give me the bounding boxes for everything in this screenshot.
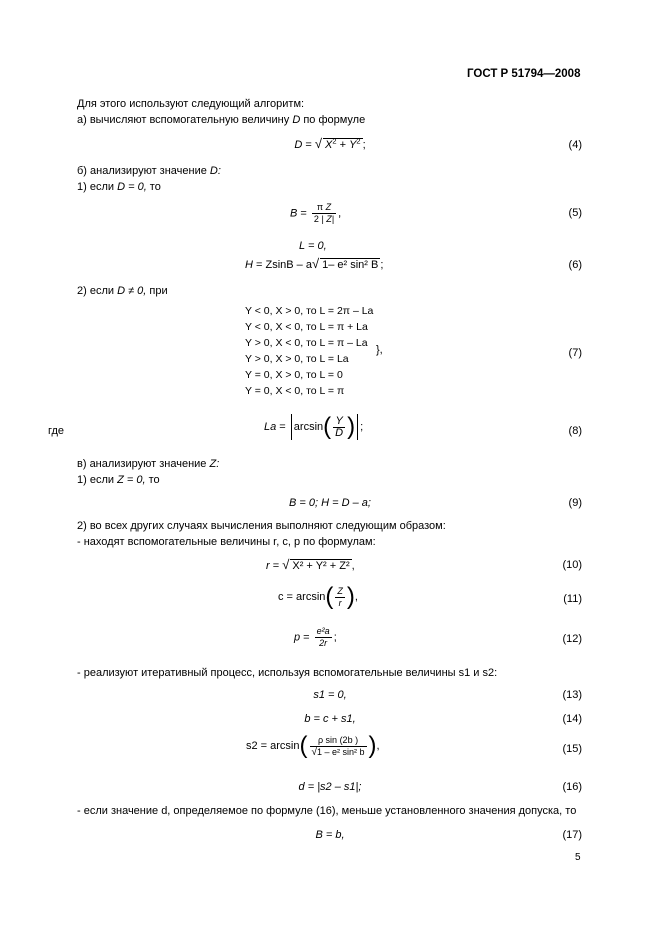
equation-7-system — [245, 303, 373, 399]
equation-14: b = c + s1, — [304, 713, 356, 725]
equation-16: d = |s2 – s1|; — [298, 781, 362, 793]
equation-6-line1: L = 0, — [299, 240, 327, 252]
equation-17-number: (17) — [562, 829, 582, 841]
step-v2-text: 2) во всех других случаях вычисления выполняют следующим образом: — [77, 520, 446, 532]
step-b-text: б) анализируют значение D: — [77, 165, 221, 177]
equation-7-row: Y < 0, X > 0, то L = 2π – La — [245, 305, 374, 317]
intro-text: Для этого используют следующий алгоритм: — [77, 98, 305, 110]
equation-8-number: (8) — [568, 425, 582, 437]
equation-17: B = b, — [315, 829, 345, 841]
equation-7-number: (7) — [568, 347, 582, 359]
page-number: 5 — [575, 852, 581, 863]
equation-7-row: Y = 0, X > 0, то L = 0 — [245, 369, 343, 381]
equation-11: c = arcsin( $\frac{Z}{r}$ ), — [278, 583, 358, 610]
step-v1-text: 1) если Z = 0, то — [77, 474, 160, 486]
equation-14-number: (14) — [562, 713, 582, 725]
document-standard-code: ГОСТ Р 51794—2008 — [467, 68, 581, 80]
where-label: где — [48, 425, 65, 437]
equation-7-row: Y > 0, X < 0, то L = π – La — [245, 337, 368, 349]
equation-9: B = 0; H = D – a; — [289, 497, 371, 509]
equation-4-number: (4) — [568, 139, 582, 151]
equation-4: D = √ $X^2 + Y^2$ ; — [294, 136, 366, 151]
bullet-tolerance: - если значение d, определяемое по формуле (16), меньше установленного значения допуска, то — [77, 805, 577, 817]
equation-7-brace: }, — [376, 344, 383, 356]
step-b2-text: 2) если D ≠ 0, при — [77, 285, 168, 297]
equation-7-row: Y = 0, X < 0, то L = π — [245, 385, 345, 397]
equation-13: s1 = 0, — [313, 689, 347, 701]
equation-12: p = $\frac{\text{e²a}}{2r}$ ; — [294, 626, 337, 648]
bullet-iterative: - реализуют итеративный процесс, используя вспомогательные величины s1 и s2: — [77, 667, 498, 679]
equation-5: B = $\frac{\text{π Z}}{2 | Z|}$ , — [290, 202, 342, 224]
equation-7-row: Y < 0, X < 0, то L = π + La — [245, 321, 368, 333]
equation-15-number: (15) — [562, 743, 582, 755]
equation-10: r = √ X² + Y² + Z² , — [266, 557, 355, 572]
equation-10-number: (10) — [562, 559, 582, 571]
step-v-text: в) анализируют значение Z: — [77, 458, 220, 470]
equation-16-number: (16) — [562, 781, 582, 793]
step-a-text: а) вычисляют вспомогательную величину D по формуле — [77, 114, 366, 126]
equation-6: H = ZsinB – a√ 1– e² sin² B ; — [245, 256, 384, 271]
equation-15: s2 = arcsin( $\frac{\text{ρ sin (2b )}}{\text{√1 – e² sin² b}}$ ), — [246, 732, 380, 759]
equation-9-number: (9) — [568, 497, 582, 509]
step-b1-text: 1) если D = 0, то — [77, 181, 161, 193]
equation-12-number: (12) — [562, 633, 582, 645]
equation-5-number: (5) — [568, 207, 582, 219]
equation-8: La = arcsin( $\frac{Y}{D}$ ) ; — [264, 413, 364, 440]
equation-13-number: (13) — [562, 689, 582, 701]
bullet-find-aux: - находят вспомогательные величины r, c, p по формулам: — [77, 536, 376, 548]
equation-6-number: (6) — [568, 259, 582, 271]
equation-11-number: (11) — [563, 593, 582, 605]
equation-7-row: Y > 0, X > 0, то L = La — [245, 353, 349, 365]
